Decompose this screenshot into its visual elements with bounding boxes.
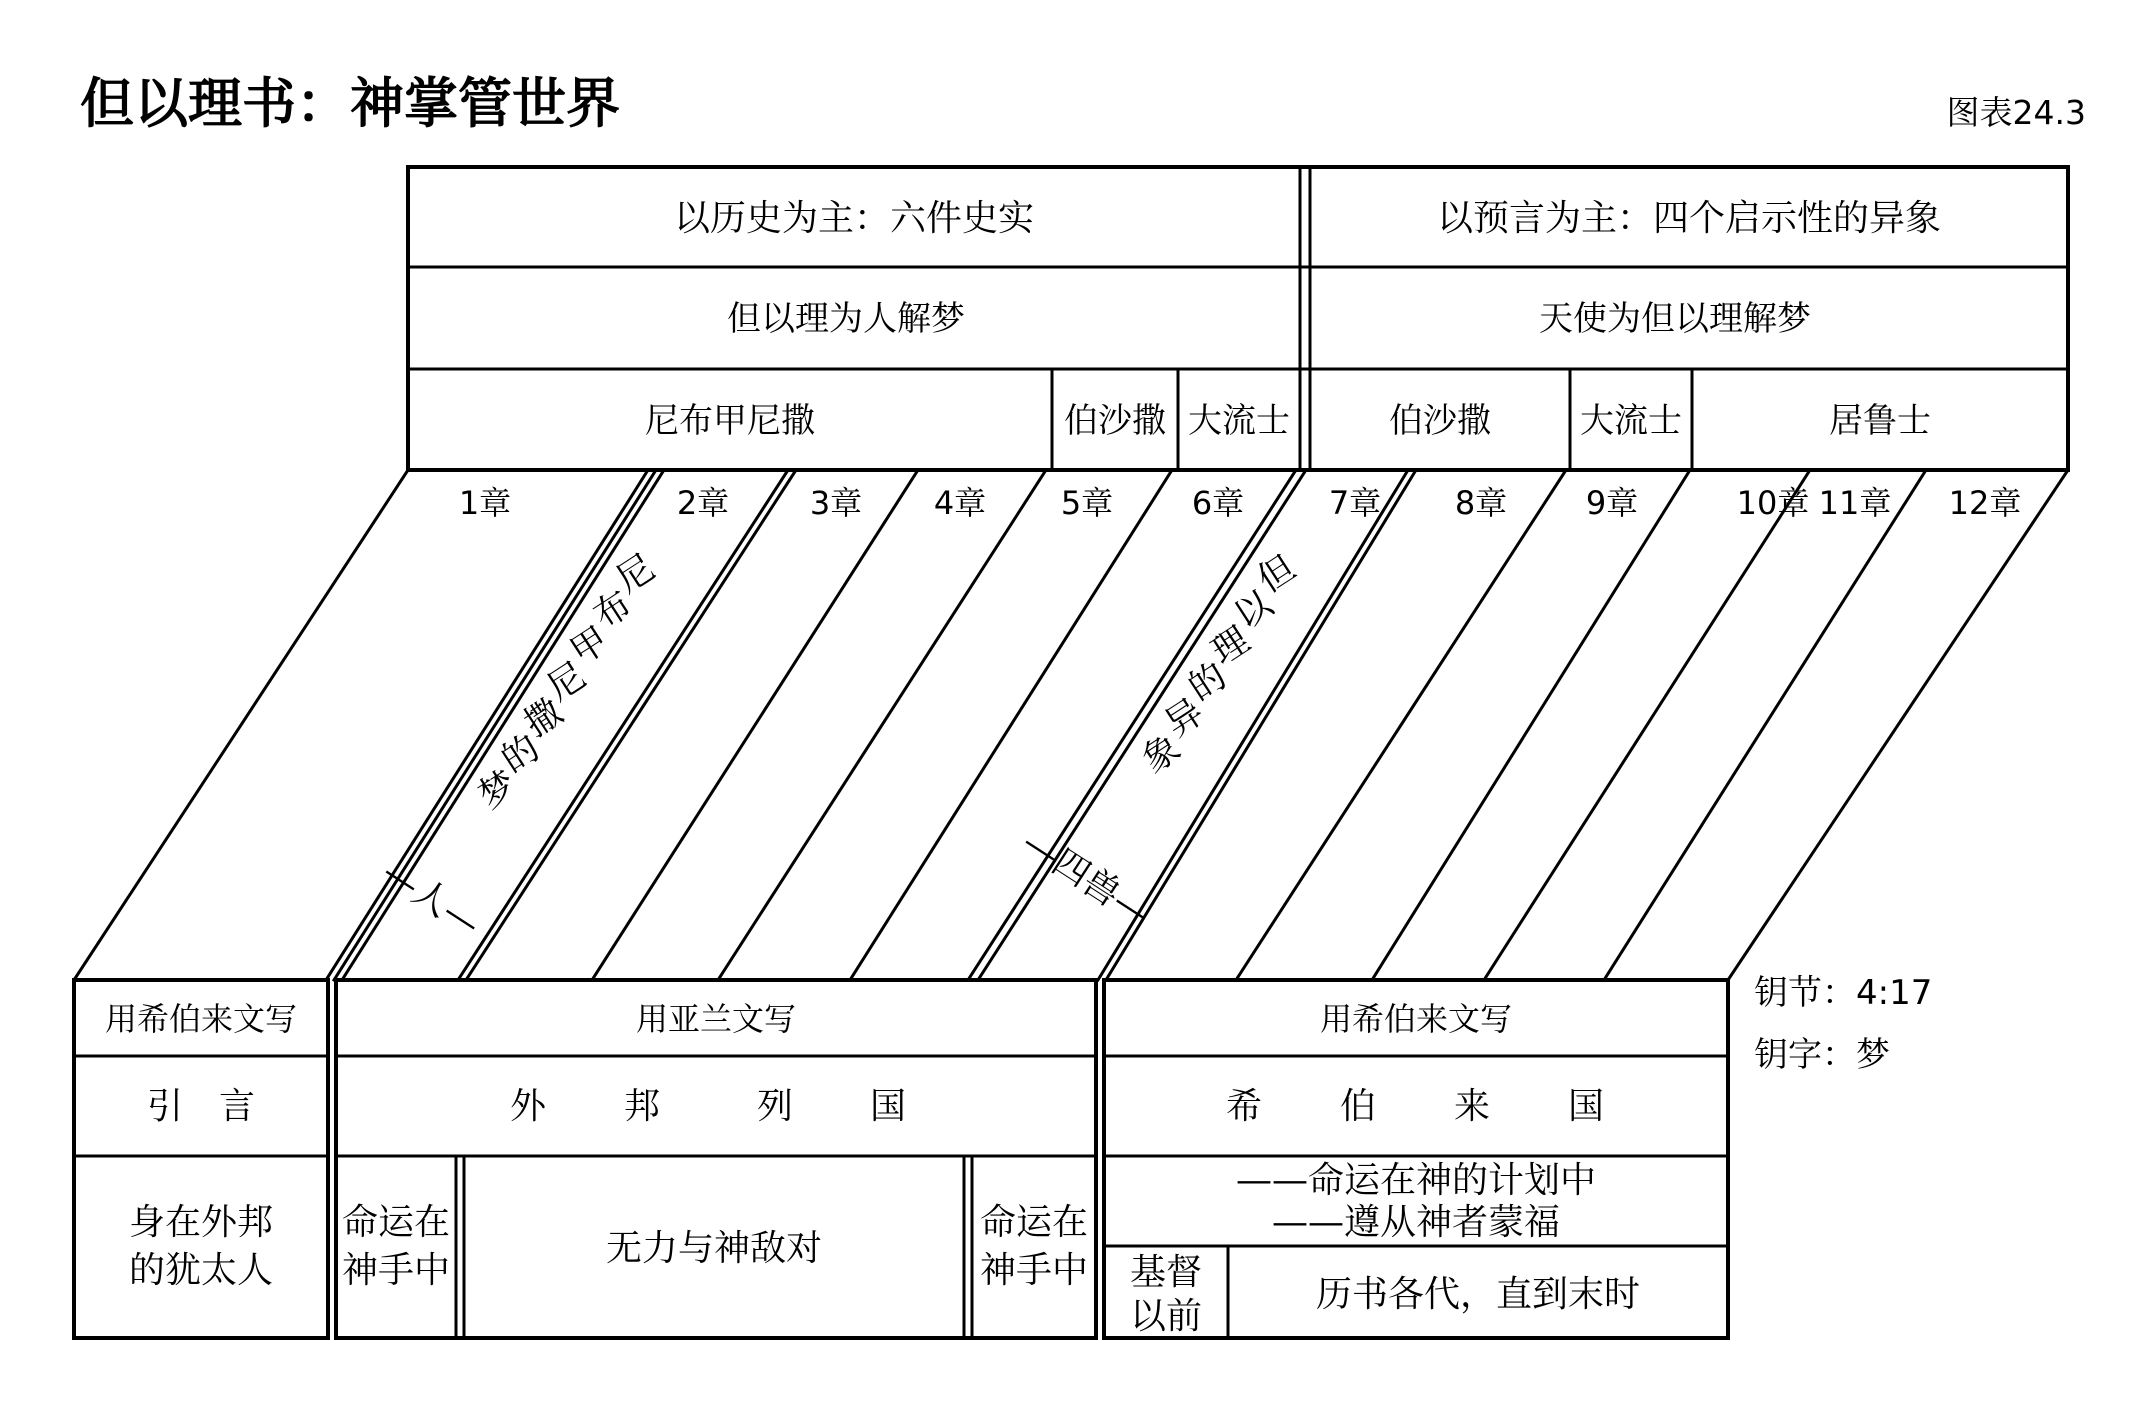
vertical-char: 尼 [609, 547, 663, 602]
chapter-label: 4章 [933, 484, 987, 522]
chapter-label: 10章 [1736, 484, 1810, 522]
vertical-char: 理 [1204, 619, 1258, 674]
king-darius-2: 大流士 [1580, 401, 1682, 441]
vertical-char: 甲 [563, 619, 617, 674]
blessing-line: ——遵从神者蒙福 [1271, 1202, 1561, 1243]
vertical-char: 象 [1135, 727, 1189, 782]
fate-left-line: 命运在 [341, 1202, 451, 1243]
chapter-label: 12章 [1948, 484, 2022, 522]
vertical-char: 以 [1227, 583, 1281, 638]
chapter-label: 9章 [1585, 484, 1639, 522]
hebrew-nation-char: 伯 [1339, 1086, 1377, 1127]
chapter-label: 5章 [1060, 484, 1114, 522]
vertical-char: 但 [1250, 547, 1304, 602]
key-word: 钥字：梦 [1754, 1035, 1890, 1075]
history-section-title: 以历史为主：六件史实 [673, 198, 1035, 239]
fate-right-line: 命运在 [979, 1202, 1089, 1243]
fate-left-line: 神手中 [341, 1250, 451, 1291]
chapter-label: 11章 [1818, 484, 1892, 522]
chapter-diagonals [74, 470, 2068, 980]
key-verse: 钥节：4:17 [1754, 973, 1933, 1013]
powerless-label: 无力与神敌对 [605, 1228, 823, 1269]
chapter-label: 3章 [809, 484, 863, 522]
vertical-char: 的 [1181, 655, 1235, 710]
four-beasts-label: —四兽— [1014, 821, 1158, 935]
king-belshazzar-2: 伯沙撒 [1389, 401, 1491, 441]
before-christ-line: 基督 [1129, 1252, 1203, 1293]
chapter-label: 6章 [1191, 484, 1245, 522]
vertical-char: 撒 [517, 691, 571, 746]
chapter-label: 7章 [1328, 484, 1382, 522]
vertical-char: 布 [586, 583, 640, 638]
gentile-nations-char: 列 [756, 1086, 794, 1127]
hebrew-nation-char: 国 [1567, 1086, 1605, 1127]
king-belshazzar-1: 伯沙撒 [1064, 401, 1166, 441]
daniel-interprets-dreams: 但以理为人解梦 [727, 299, 965, 339]
gentile-nations-char: 外 [509, 1086, 547, 1127]
hebrew-nation-char: 希 [1225, 1086, 1263, 1127]
king-cyrus: 居鲁士 [1829, 401, 1931, 441]
history-ages-label: 历书各代，直到末时 [1315, 1274, 1641, 1315]
angel-interprets-dreams: 天使为但以理解梦 [1539, 299, 1811, 339]
fate-right-line: 神手中 [979, 1250, 1089, 1291]
destiny-line: ——命运在神的计划中 [1235, 1160, 1597, 1201]
vertical-char: 梦 [471, 763, 525, 818]
chapter-label: 1章 [458, 484, 512, 522]
before-christ-line: 以前 [1129, 1296, 1203, 1337]
king-nebuchadnezzar: 尼布甲尼撒 [645, 401, 815, 441]
one-man-label: —人— [374, 851, 488, 945]
jews-abroad-line: 身在外邦 [128, 1202, 274, 1243]
hebrew-nation-char: 来 [1453, 1086, 1491, 1127]
gentile-nations-char: 国 [869, 1086, 907, 1127]
gentile-nations-char: 邦 [623, 1086, 661, 1127]
hebrew-written-left: 用希伯来文写 [104, 1000, 298, 1038]
jews-abroad-line: 的犹太人 [128, 1250, 274, 1291]
vertical-char: 尼 [540, 655, 594, 710]
figure-label: 图表24.3 [1946, 93, 2086, 132]
chapter-label: 2章 [676, 484, 730, 522]
vertical-char: 的 [494, 727, 548, 782]
prophecy-section-title: 以预言为主：四个启示性的异象 [1436, 198, 1942, 239]
aramaic-written: 用亚兰文写 [635, 1000, 797, 1038]
king-darius-1: 大流士 [1188, 401, 1290, 441]
introduction-label: 引 言 [146, 1086, 256, 1127]
chapter-label: 8章 [1454, 484, 1508, 522]
chart-title: 但以理书：神掌管世界 [80, 72, 620, 135]
hebrew-written-right: 用希伯来文写 [1319, 1000, 1513, 1038]
vertical-char: 异 [1158, 691, 1212, 746]
